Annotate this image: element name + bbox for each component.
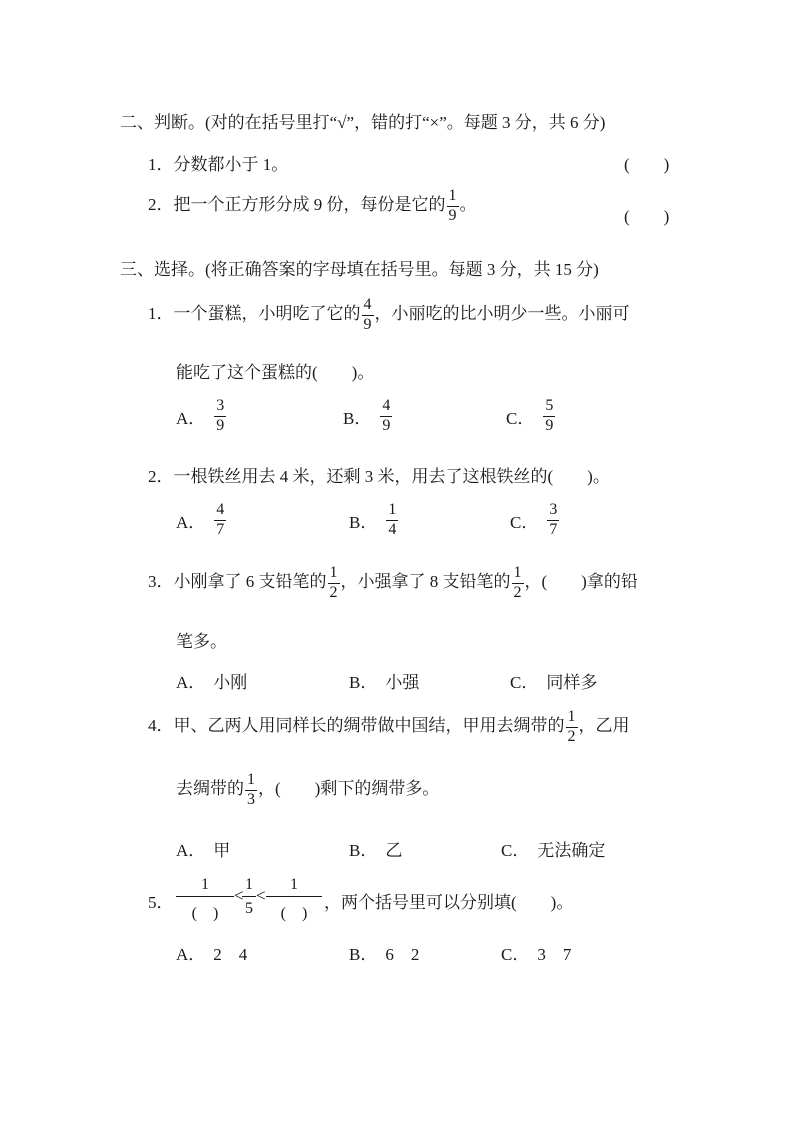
less-than-sign: < [234,886,244,905]
option-letter: A． [176,408,206,428]
question-text: 一根铁丝用去 4 米，还剩 3 米，用去了这根铁丝的( )。 [173,467,610,486]
question-3-3-line2: 笔多。 [176,632,227,651]
option-text: 无法确定 [537,841,606,860]
numerator: 3 [547,502,559,521]
option-letter: C． [510,512,539,532]
denominator: 4 [388,520,397,538]
numerator: 1 [386,502,398,521]
question-3-2 [148,462,610,487]
fraction [447,188,459,225]
denominator: 9 [216,416,225,434]
left-fraction [176,876,234,923]
option-b[interactable] [343,398,393,435]
numerator: 1 [328,565,340,584]
option-letter: B． [349,512,378,532]
question-text: ，两个括号里可以分别填( )。 [324,893,574,912]
fraction [328,565,340,602]
numerator: 1 [512,565,524,584]
numerator: 4 [380,398,392,417]
question-number: 4． [148,716,174,736]
option-b[interactable] [349,502,399,539]
fraction [512,565,524,602]
question-3-1-line1 [148,297,630,334]
question-text: 一个蛋糕，小明吃了它的 [173,304,361,324]
question-3-4-line2 [176,772,439,809]
option-fraction [386,502,398,539]
option-text: 乙 [385,841,403,860]
option-fraction [380,398,392,435]
question-text: ，乙用 [578,716,630,736]
option-b[interactable] [349,836,402,861]
option-text: 2 4 [213,945,248,964]
right-fraction [266,876,322,923]
numerator: 3 [214,398,226,417]
option-letter: B． [349,673,378,692]
option-b[interactable] [349,668,419,693]
option-c[interactable] [510,502,560,539]
option-letter: B． [349,841,378,860]
option-fraction [214,398,226,435]
denominator: 2 [329,583,338,601]
option-text: 3 7 [537,945,572,964]
question-2-2 [148,188,477,225]
option-letter: C． [501,945,530,964]
fraction [362,297,374,334]
denominator: 9 [363,315,372,333]
numerator: 4 [362,297,374,316]
denominator-blank[interactable]: ( ) [191,905,219,922]
option-b[interactable] [349,940,419,965]
option-letter: B． [349,945,378,964]
option-letter: A． [176,512,206,532]
option-text: 同样多 [546,673,598,692]
denominator-blank[interactable]: ( ) [280,905,308,922]
denominator: 5 [245,900,253,917]
option-a[interactable] [176,668,247,693]
option-text: 小强 [385,673,420,692]
question-text: 小刚拿了 6 支铅笔的 [173,572,327,592]
option-letter: A． [176,673,206,692]
section-2-heading: 二、判断。(对的在括号里打“√”，错的打“×”。每题 3 分，共 6 分) [120,113,606,132]
denominator: 9 [382,416,391,434]
question-text: 分数都小于 1。 [173,155,289,174]
numerator: 4 [214,502,226,521]
question-text: ，小丽吃的比小明少一些。小丽可 [374,304,630,324]
question-number: 1． [148,155,174,174]
denominator: 2 [513,583,522,601]
option-a[interactable] [176,398,227,435]
numerator: 5 [543,398,555,417]
option-fraction [543,398,555,435]
denominator: 2 [567,727,576,745]
numerator: 1 [242,876,256,897]
numerator: 1 [176,876,234,897]
fraction [245,772,257,809]
section-3-heading: 三、选择。(将正确答案的字母填在括号里。每题 3 分，共 15 分) [120,260,599,279]
answer-paren[interactable]: ( ) [624,207,670,226]
less-than-sign: < [256,886,266,905]
question-3-1-line2: 能吃了这个蛋糕的( )。 [176,363,375,382]
question-text: 去绸带的 [176,779,244,799]
question-text: 把一个正方形分成 9 份，每份是它的 [173,195,446,215]
option-letter: B． [343,408,372,428]
numerator: 1 [245,772,257,791]
answer-paren[interactable]: ( ) [624,155,670,174]
numerator: 1 [447,188,459,207]
denominator: 7 [216,520,225,538]
option-a[interactable] [176,502,227,539]
question-3-4-line1 [148,709,630,746]
question-text: ，小强拿了 8 支铅笔的 [340,572,511,592]
numerator: 1 [566,709,578,728]
option-c[interactable] [506,398,556,435]
option-text: 小刚 [213,673,248,692]
numerator: 1 [266,876,322,897]
question-number: 2． [148,195,174,215]
fraction [566,709,578,746]
question-number: 3． [148,572,174,592]
option-fraction [214,502,226,539]
option-letter: C． [501,841,530,860]
option-letter: C． [510,673,539,692]
denominator: 9 [448,206,457,224]
option-letter: C． [506,408,535,428]
question-3-3-line1 [148,565,638,602]
question-number: 1． [148,304,174,324]
middle-fraction [242,876,256,918]
question-text-end: 。 [459,195,477,215]
option-letter: A． [176,841,206,860]
question-2-1 [148,150,288,175]
option-c[interactable] [501,836,605,861]
question-number: 2． [148,467,174,486]
denominator: 7 [549,520,558,538]
question-text: ，( )拿的铅 [524,572,638,592]
option-fraction [547,502,559,539]
denominator: 3 [247,790,255,808]
option-a[interactable] [176,940,247,965]
option-c[interactable] [501,940,571,965]
option-a[interactable] [176,836,230,861]
option-c[interactable] [510,668,597,693]
option-text: 甲 [213,841,231,860]
question-number: 5． [148,893,174,912]
option-letter: A． [176,945,206,964]
question-text: ，( )剩下的绸带多。 [258,779,440,799]
question-text: 甲、乙两人用同样长的绸带做中国结，甲用去绸带的 [173,716,565,736]
denominator: 9 [545,416,554,434]
option-text: 6 2 [385,945,420,964]
